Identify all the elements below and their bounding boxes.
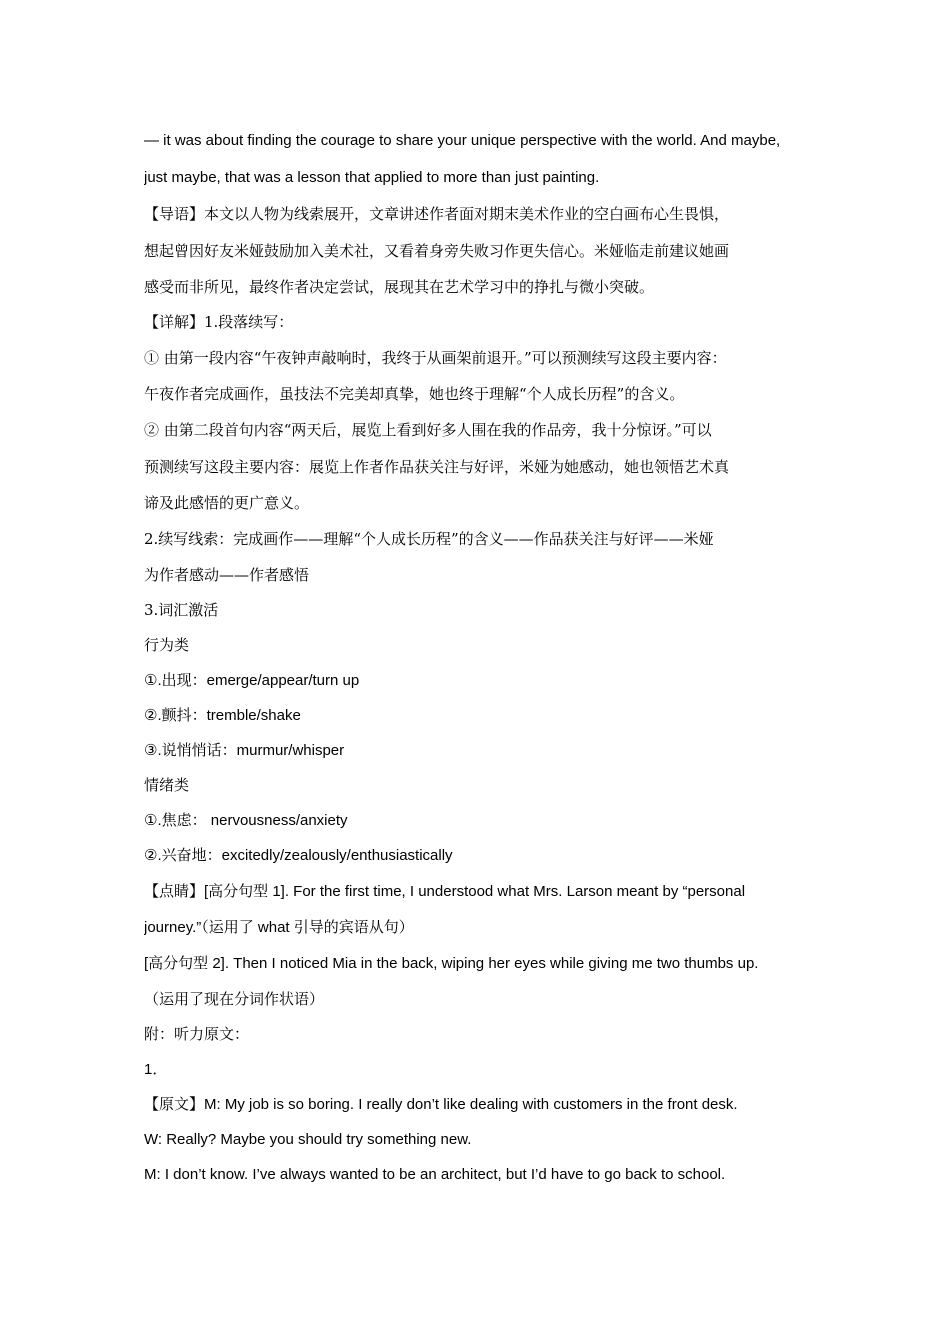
vocab-category: 情绪类 — [144, 776, 190, 794]
vocab-item: ②.颤抖：tremble/shake — [144, 707, 301, 724]
highlight-sentence: 【点睛】[高分句型 1]. For the first time, I understood what Mrs. Larson meant by “personal — [144, 883, 746, 900]
vocab-category: 行为类 — [144, 636, 190, 654]
highlight-sentence: [高分句型 2]. Then I noticed Mia in the back, wiping her eyes while giving me two thumbs up. — [144, 955, 759, 972]
highlight-sentence: journey.”（运用了 what 引导的宾语从句） — [144, 919, 414, 936]
analysis-line: 午夜作者完成画作，虽技法不完美却真挚，她也终于理解“个人成长历程”的含义。 — [144, 385, 685, 403]
highlight-note: （运用了现在分词作状语） — [144, 990, 325, 1008]
vocab-item: ①.焦虑： nervousness/anxiety — [144, 812, 348, 829]
analysis-line: 预测续写这段主要内容：展览上作者作品获关注与好评，米娅为她感动，她也领悟艺术真 — [144, 458, 730, 476]
analysis-line: ① 由第一段内容“午夜钟声敲响时，我终于从画架前退开。”可以预测续写这段主要内容： — [144, 349, 727, 367]
transcript-line: 【原文】M: My job is so boring. I really don’t like dealing with customers in the front desk. — [144, 1096, 738, 1113]
intro-line: 想起曾因好友米娅鼓励加入美术社，又看着身旁失败习作更失信心。米娅临走前建议她画 — [144, 242, 730, 260]
document-body — [144, 122, 814, 1192]
vocab-item: ①.出现：emerge/appear/turn up — [144, 672, 360, 689]
vocab-item: ③.说悄悄话：murmur/whisper — [144, 742, 345, 759]
clue-line: 为作者感动——作者感悟 — [144, 566, 310, 584]
paragraph-line: just maybe, that was a lesson that applied to more than just painting. — [144, 169, 600, 186]
analysis-line: 谛及此感悟的更广意义。 — [144, 494, 310, 512]
paragraph-line: — it was about finding the courage to share your unique perspective with the world. And maybe, — [144, 132, 781, 149]
analysis-line: ② 由第二段首句内容“两天后，展览上看到好多人围在我的作品旁，我十分惊讶。”可以 — [144, 421, 712, 439]
section-heading: 【详解】1.段落续写： — [144, 313, 294, 331]
vocab-heading: 3.词汇激活 — [144, 601, 219, 619]
intro-line: 感受而非所见，最终作者决定尝试，展现其在艺术学习中的挣扎与微小突破。 — [144, 278, 655, 296]
item-number: 1． — [144, 1061, 168, 1078]
appendix-heading: 附：听力原文： — [144, 1025, 250, 1043]
vocab-item: ②.兴奋地：excitedly/zealously/enthusiastically — [144, 847, 453, 864]
transcript-line: W: Really? Maybe you should try something new. — [144, 1131, 472, 1148]
intro-line: 【导语】本文以人物为线索展开，文章讲述作者面对期末美术作业的空白画布心生畏惧， — [144, 205, 730, 223]
transcript-line: M: I don’t know. I’ve always wanted to be an architect, but I’d have to go back to school. — [144, 1166, 726, 1183]
clue-line: 2.续写线索：完成画作——理解“个人成长历程”的含义——作品获关注与好评——米娅 — [144, 530, 714, 548]
